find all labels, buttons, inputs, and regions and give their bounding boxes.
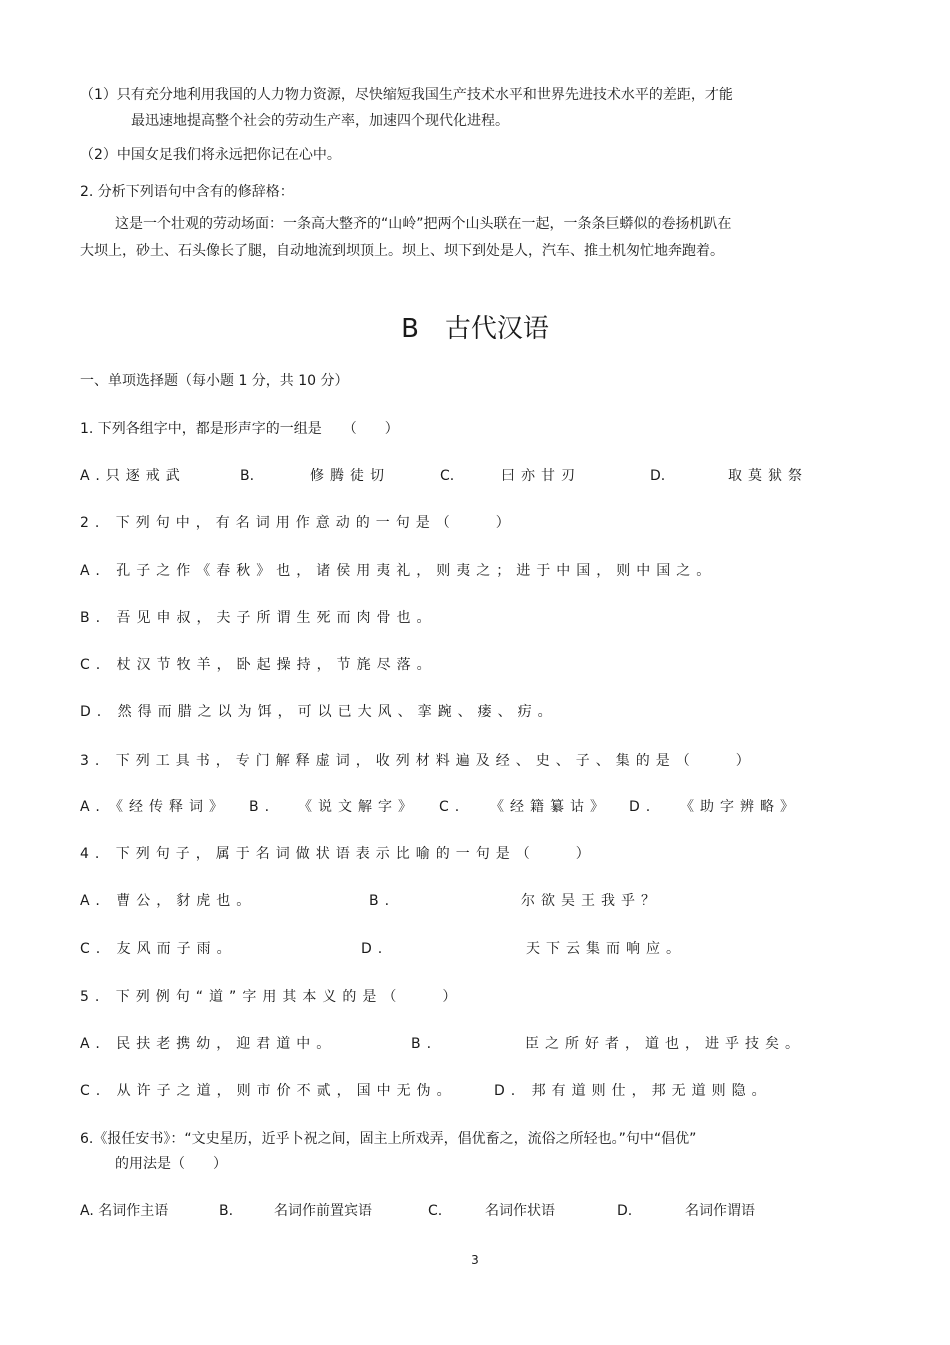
question-6-stem-line-1: 6.《报任安书》：“文史星历，近乎卜祝之间，固主上所戏弄，倡优畜之，流俗之所轻也。”句中“倡优” [80, 1131, 697, 1147]
question-1-stem: 1. 下列各组字中，都是形声字的一组是 （ ） [80, 421, 399, 437]
q2-heading: 2. 分析下列语句中含有的修辞格： [80, 184, 294, 200]
option-d: 《助字辨略》 [680, 799, 800, 815]
option-b: 臣之所好者，道也，进乎技矣。 [525, 1036, 805, 1052]
option-b-marker: B. [219, 1203, 234, 1219]
section-title: B 古代汉语 [401, 314, 549, 344]
option-b: 名词作前置宾语 [274, 1203, 372, 1219]
option-a: A.只逐戒武 [80, 468, 186, 484]
option-b-marker: B. [249, 799, 276, 815]
question-2-option-d: D. 然得而腊之以为饵，可以已大风、挛踠、瘘、疠。 [80, 704, 558, 720]
q2-paragraph-line-1: 这是一个壮观的劳动场面：一条高大整齐的“山岭”把两个山头联在一起，一条条巨蟒似的卷扬机趴在 [115, 216, 732, 232]
question-2-option-b: B. 吾见申叔，夫子所谓生死而肉骨也。 [80, 610, 437, 626]
option-c: 曰亦甘刃 [501, 468, 581, 484]
part-heading: 一、单项选择题（每小题 1 分，共 10 分） [80, 373, 349, 389]
question-4-stem: 4. 下列句子，属于名词做状语表示比喻的一句是（ ） [80, 846, 596, 862]
item-2: （2）中国女足我们将永远把你记在心中。 [80, 147, 341, 163]
option-a: A. 名词作主语 [80, 1203, 169, 1219]
option-c: C. 从许子之道，则市价不贰，国中无伪。 [80, 1083, 457, 1099]
option-c: 《经籍纂诂》 [490, 799, 610, 815]
option-b-marker: B. [369, 893, 396, 909]
option-d-marker: D. [650, 468, 666, 484]
option-a-marker: A. [80, 799, 106, 815]
option-b: 尔欲吴王我乎？ [521, 893, 661, 909]
option-d-marker: D. [617, 1203, 633, 1219]
option-d-marker: D. [361, 941, 389, 957]
option-c: C. 友风而子雨。 [80, 941, 237, 957]
page-number: 3 [471, 1253, 479, 1267]
option-d: 天下云集而响应。 [526, 941, 686, 957]
option-d-marker: D. [629, 799, 657, 815]
option-b: 修腾徒切 [310, 468, 390, 484]
option-d: 取莫狱祭 [728, 468, 808, 484]
option-c-marker: C. [428, 1203, 443, 1219]
option-c-marker: C. [439, 799, 466, 815]
item-1-line-2: 最迅速地提高整个社会的劳动生产率，加速四个现代化进程。 [131, 113, 509, 129]
option-d: 名词作谓语 [685, 1203, 755, 1219]
option-b: 《说文解字》 [298, 799, 418, 815]
question-3-stem: 3. 下列工具书，专门解释虚词，收列材料遍及经、史、子、集的是（ ） [80, 753, 756, 769]
item-1-line-1: （1）只有充分地利用我国的人力物力资源，尽快缩短我国生产技术水平和世界先进技术水平的差距，才能 [80, 87, 733, 103]
option-a: A. 曹公，豺虎也。 [80, 893, 257, 909]
question-2-option-a: A. 孔子之作《春秋》也，诸侯用夷礼，则夷之；进于中国，则中国之。 [80, 563, 717, 579]
option-c: 名词作状语 [485, 1203, 555, 1219]
option-b-marker: B. [411, 1036, 438, 1052]
option-d: D. 邦有道则仕，邦无道则隐。 [494, 1083, 772, 1099]
option-b-marker: B. [240, 468, 255, 484]
option-c-marker: C. [440, 468, 455, 484]
question-6-stem-line-2: 的用法是（ ） [115, 1156, 227, 1172]
question-2-option-c: C. 杖汉节牧羊，卧起操持，节旄尽落。 [80, 657, 437, 673]
option-a: A. 民扶老携幼，迎君道中。 [80, 1036, 337, 1052]
question-2-stem: 2. 下列句中，有名词用作意动的一句是（ ） [80, 515, 516, 531]
q2-paragraph-line-2: 大坝上，砂土、石头像长了腿，自动地流到坝顶上。坝上、坝下到处是人，汽车、推土机匆忙地奔跑着。 [80, 243, 724, 259]
question-5-stem: 5. 下列例句“道”字用其本义的是（ ） [80, 989, 463, 1005]
option-a: 《经传释词》 [109, 799, 229, 815]
